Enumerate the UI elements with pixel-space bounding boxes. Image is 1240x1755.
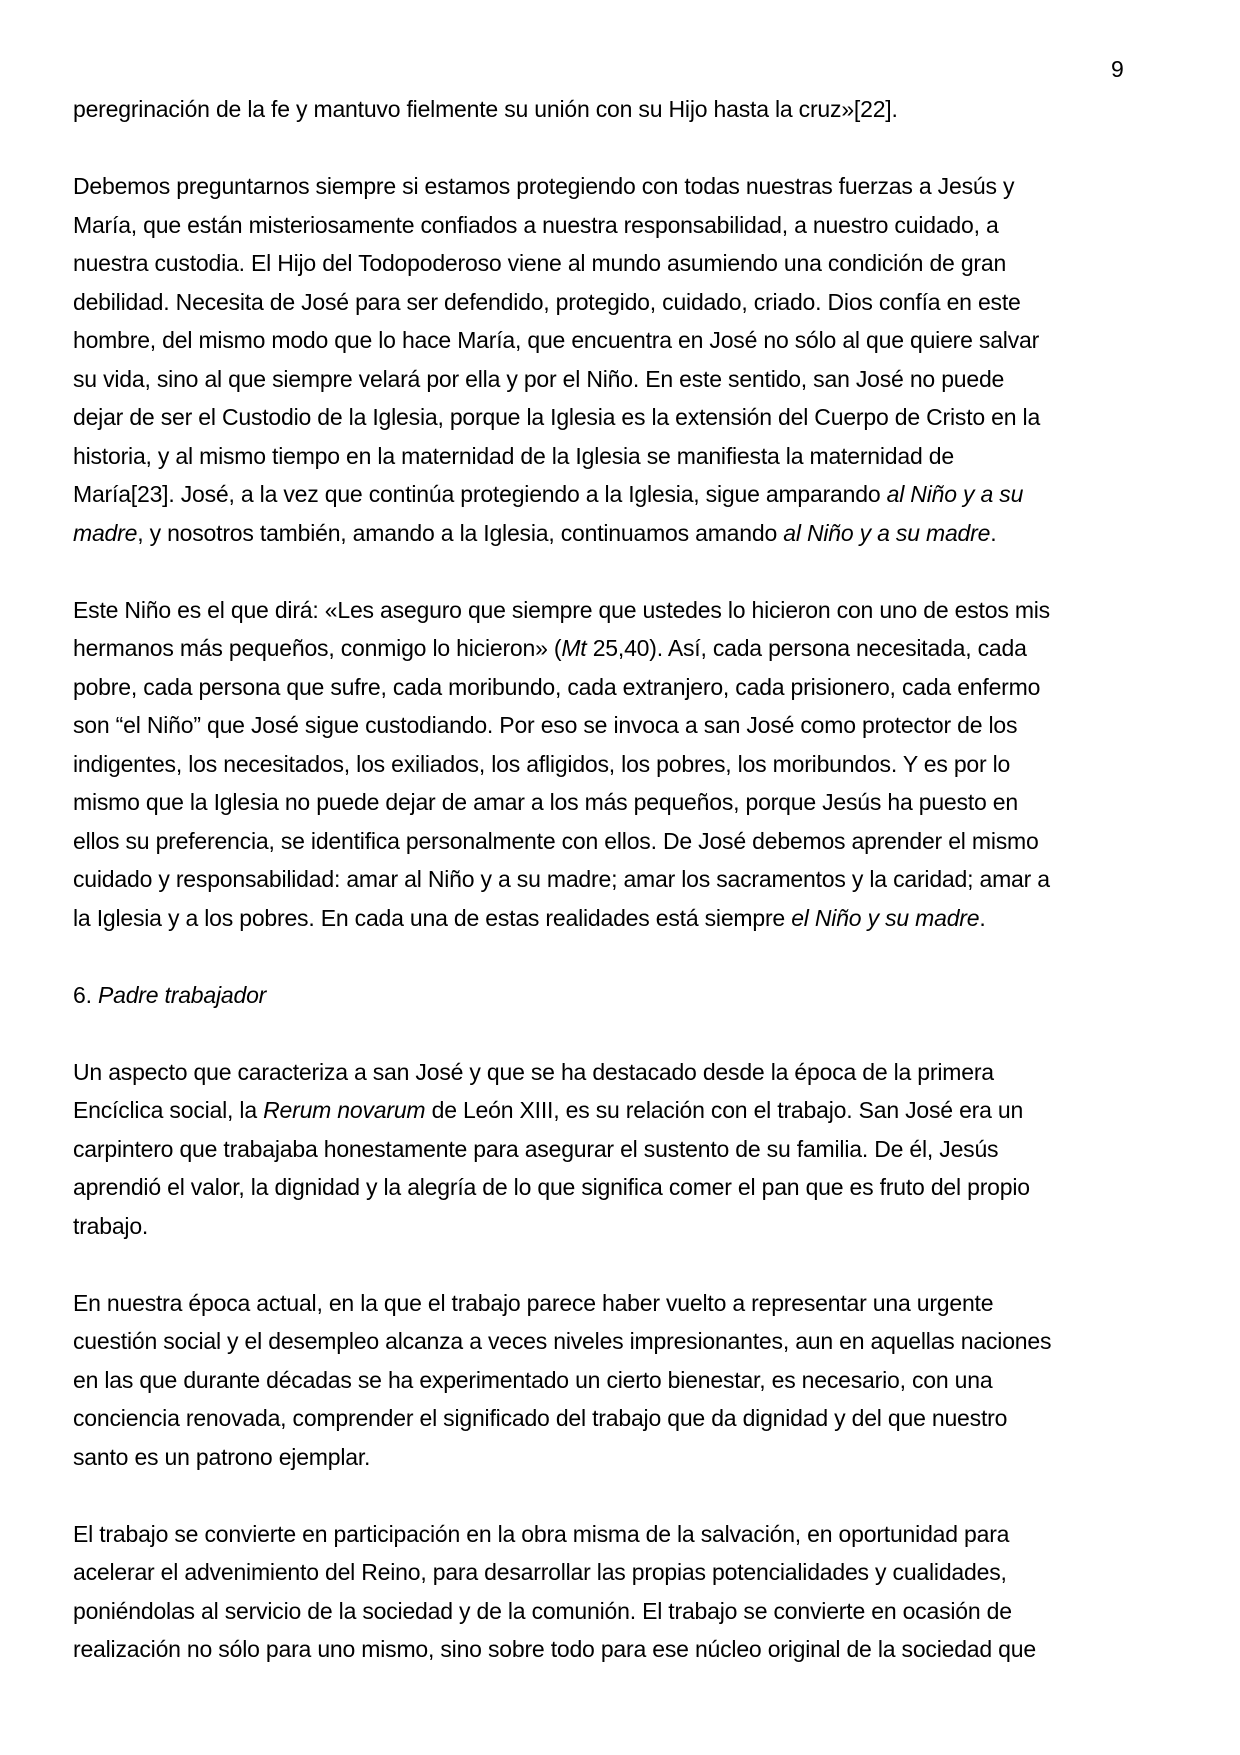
text-line bbox=[73, 668, 1203, 707]
text-run: peregrinación de la fe y mantuvo fielmente su unión con su Hijo hasta la cruz»[22]. bbox=[73, 96, 898, 122]
text-run: En nuestra época actual, en la que el trabajo parece haber vuelto a representar una urgente bbox=[73, 1289, 994, 1316]
text-line bbox=[73, 1630, 1203, 1669]
paragraph bbox=[73, 591, 1203, 938]
italic-text-run: Rerum novarum bbox=[263, 1097, 426, 1123]
text-run: ellos su preferencia, se identifica personalmente con ellos. De José debemos aprender el mismo bbox=[73, 827, 1039, 854]
text-run: El trabajo se convierte en participación en la obra misma de la salvación, en oportunidad para bbox=[73, 1520, 1010, 1547]
italic-text-run: Mt bbox=[561, 635, 587, 661]
document-body bbox=[73, 90, 1203, 1669]
text-line bbox=[73, 360, 1203, 399]
text-line bbox=[73, 1322, 1203, 1361]
text-line bbox=[73, 822, 1203, 861]
text-line bbox=[73, 1399, 1203, 1438]
text-line bbox=[73, 437, 1203, 476]
text-line bbox=[73, 1130, 1203, 1169]
text-run: Este Niño es el que dirá: «Les aseguro que siempre que ustedes lo hicieron con uno de estos mis bbox=[73, 596, 1050, 623]
text-run: , y nosotros también, amando a la Iglesia, continuamos amando bbox=[137, 519, 784, 546]
text-run: . bbox=[990, 519, 997, 546]
text-run: nuestra custodia. El Hijo del Todopoderoso viene al mundo asumiendo una condición de gran bbox=[73, 250, 1007, 276]
text-line bbox=[73, 1207, 1203, 1246]
text-run: hombre, del mismo modo que lo hace María, que encuentra en José no sólo al que quiere salvar bbox=[73, 327, 1040, 353]
paragraph bbox=[73, 1515, 1203, 1669]
text-run: . bbox=[979, 904, 986, 931]
text-line bbox=[73, 244, 1203, 283]
text-line bbox=[73, 629, 1203, 668]
text-line bbox=[73, 1361, 1203, 1400]
text-run: conciencia renovada, comprender el significado del trabajo que da dignidad y del que nuestro bbox=[73, 1405, 1008, 1431]
text-line bbox=[73, 398, 1203, 437]
text-run: realización no sólo para uno mismo, sino sobre todo para ese núcleo original de la sociedad que bbox=[73, 1636, 1036, 1662]
text-line bbox=[73, 1168, 1203, 1207]
text-run: Debemos preguntarnos siempre si estamos protegiendo con todas nuestras fuerzas a Jesús y bbox=[73, 173, 1015, 199]
text-line bbox=[73, 706, 1203, 745]
text-line bbox=[73, 1284, 1203, 1323]
text-line bbox=[73, 976, 1203, 1015]
text-line bbox=[73, 899, 1203, 938]
text-line bbox=[73, 1438, 1203, 1477]
text-line bbox=[73, 1091, 1203, 1130]
text-run: la Iglesia y a los pobres. En cada una de estas realidades está siempre bbox=[73, 904, 792, 931]
italic-text-run: madre bbox=[73, 519, 138, 546]
italic-text-run: al Niño y a su madre bbox=[783, 519, 991, 546]
text-run: en las que durante décadas se ha experimentado un cierto bienestar, es necesario, con una bbox=[73, 1366, 993, 1393]
paragraph bbox=[73, 167, 1203, 552]
text-run: Un aspecto que caracteriza a san José y que se ha destacado desde la época de la primera bbox=[73, 1058, 994, 1085]
text-line bbox=[73, 90, 1203, 129]
text-run: María[23]. José, a la vez que continúa protegiendo a la Iglesia, sigue amparando bbox=[73, 481, 887, 507]
text-line bbox=[73, 283, 1203, 322]
text-line bbox=[73, 321, 1203, 360]
italic-text-run: Padre trabajador bbox=[97, 981, 267, 1008]
text-run: debilidad. Necesita de José para ser defendido, protegido, cuidado, criado. Dios confía en este bbox=[73, 288, 1021, 315]
text-line bbox=[73, 475, 1203, 514]
text-run: poniéndolas al servicio de la sociedad y de la comunión. El trabajo se convierte en ocasión de bbox=[73, 1597, 1012, 1624]
text-line bbox=[73, 1053, 1203, 1092]
page-number: 9 bbox=[1111, 56, 1124, 82]
text-run: trabajo. bbox=[73, 1212, 149, 1239]
text-run: 25,40). Así, cada persona necesitada, cada bbox=[586, 635, 1027, 661]
text-line bbox=[73, 591, 1203, 630]
text-line bbox=[73, 745, 1203, 784]
text-line bbox=[73, 514, 1203, 553]
text-run: mismo que la Iglesia no puede dejar de amar a los más pequeños, porque Jesús ha puesto en bbox=[73, 789, 1018, 815]
text-line bbox=[73, 206, 1203, 245]
text-line bbox=[73, 783, 1203, 822]
text-run: historia, y al mismo tiempo en la maternidad de la Iglesia se manifiesta la maternidad de bbox=[73, 442, 954, 469]
italic-text-run: al Niño y a su bbox=[886, 481, 1024, 507]
paragraph bbox=[73, 90, 1203, 129]
text-run: cuidado y responsabilidad: amar al Niño y a su madre; amar los sacramentos y la caridad; amar a bbox=[73, 866, 1050, 892]
section-heading bbox=[73, 976, 1203, 1015]
text-run: Encíclica social, la bbox=[73, 1097, 264, 1123]
text-run: de León XIII, es su relación con el trabajo. San José era un bbox=[425, 1097, 1024, 1123]
text-run: 6. bbox=[73, 981, 98, 1008]
italic-text-run: el Niño y su madre bbox=[791, 904, 980, 931]
text-line bbox=[73, 1515, 1203, 1554]
paragraph bbox=[73, 1053, 1203, 1246]
text-run: su vida, sino al que siempre velará por ella y por el Niño. En este sentido, san José no puede bbox=[73, 365, 1005, 392]
text-run: aprendió el valor, la dignidad y la alegría de lo que significa comer el pan que es fruto del propio bbox=[73, 1174, 1030, 1200]
text-run: carpintero que trabajaba honestamente para asegurar el sustento de su familia. De él, Jesús bbox=[73, 1135, 999, 1162]
text-line bbox=[73, 1553, 1203, 1592]
text-run: son “el Niño” que José sigue custodiando. Por eso se invoca a san José como protector de los bbox=[73, 712, 1018, 738]
text-run: santo es un patrono ejemplar. bbox=[73, 1443, 371, 1470]
text-line bbox=[73, 860, 1203, 899]
text-run: cuestión social y el desempleo alcanza a veces niveles impresionantes, aun en aquellas naciones bbox=[73, 1328, 1052, 1354]
paragraph bbox=[73, 1284, 1203, 1477]
text-run: acelerar el advenimiento del Reino, para desarrollar las propias potencialidades y cualidades, bbox=[73, 1559, 1007, 1585]
text-line bbox=[73, 167, 1203, 206]
text-run: pobre, cada persona que sufre, cada moribundo, cada extranjero, cada prisionero, cada enfermo bbox=[73, 673, 1041, 700]
text-run: hermanos más pequeños, conmigo lo hicieron» ( bbox=[73, 635, 562, 661]
text-run: María, que están misteriosamente confiados a nuestra responsabilidad, a nuestro cuidado, a bbox=[73, 211, 999, 238]
text-run: dejar de ser el Custodio de la Iglesia, porque la Iglesia es la extensión del Cuerpo de Cristo en la bbox=[73, 404, 1041, 430]
text-line bbox=[73, 1592, 1203, 1631]
text-run: indigentes, los necesitados, los exiliados, los afligidos, los pobres, los moribundos. Y es por lo bbox=[73, 750, 1011, 777]
